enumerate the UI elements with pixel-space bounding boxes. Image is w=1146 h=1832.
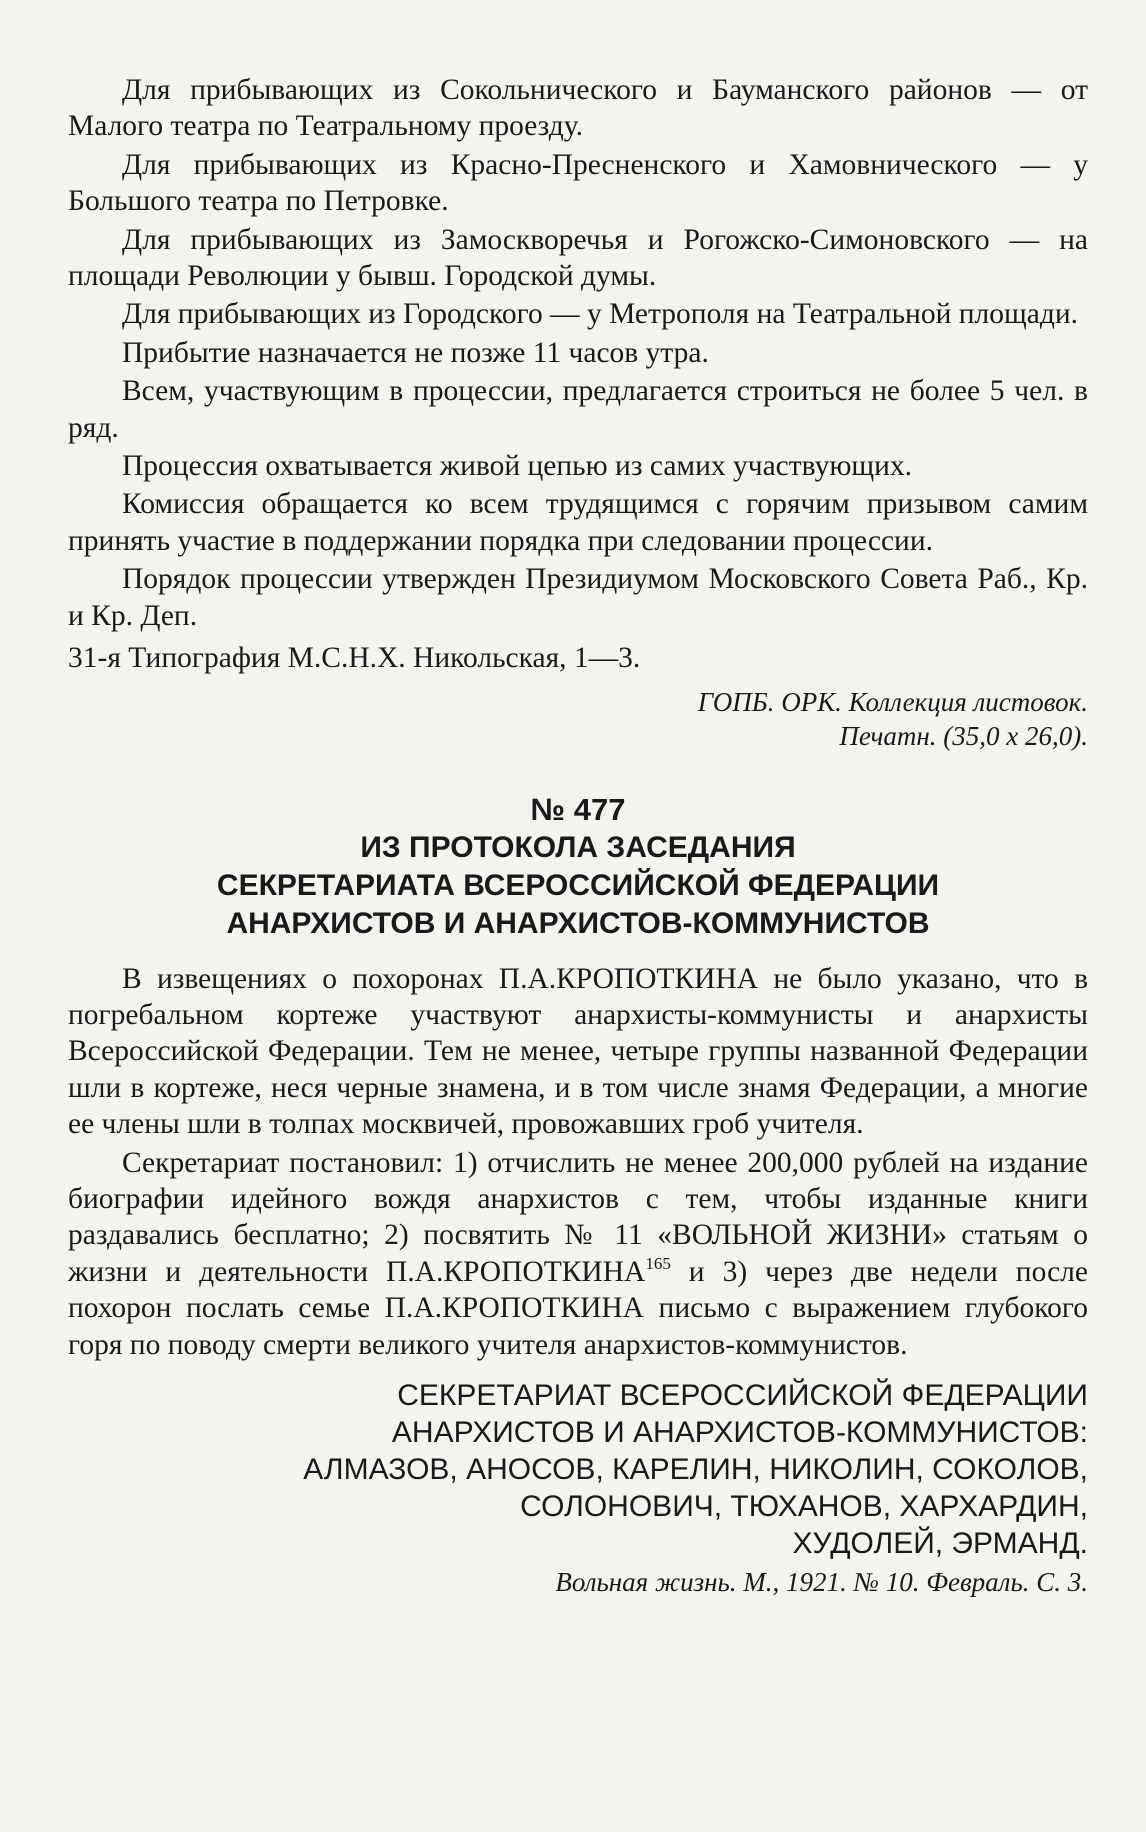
source-citation-1	[68, 685, 1088, 753]
title-line-1: ИЗ ПРОТОКОЛА ЗАСЕДАНИЯ	[360, 830, 796, 864]
document-number: № 477	[530, 791, 626, 827]
title-line-3: АНАРХИСТОВ И АНАРХИСТОВ-КОММУНИСТОВ	[226, 906, 930, 940]
footnote-ref: 165	[645, 1253, 671, 1273]
title-line-2: СЕКРЕТАРИАТА ВСЕРОССИЙСКОЙ ФЕДЕРАЦИИ	[216, 868, 940, 902]
signature-line-4: СОЛОНОВИЧ, ТЮХАНОВ, ХАРХАРДИН,	[520, 1489, 1088, 1523]
signature-line-3: АЛМАЗОВ, АНОСОВ, КАРЕЛИН, НИКОЛИН, СОКОЛОВ,	[303, 1452, 1088, 1486]
document-title	[68, 829, 1088, 943]
source-1-line-2: Печатн. (35,0 х 26,0).	[839, 720, 1088, 751]
printer-line: 31-я Типография М.С.Н.Х. Никольская, 1—3.	[68, 642, 641, 675]
paragraph-presnya: Для прибывающих из Красно-Пресненского и Хамовнического — у Большого театра по Петровке.	[68, 148, 1088, 218]
resolution-text-b: и 3) через две недели после похорон послать семье П.А.КРОПОТКИНА письмо с выражением глубокого горя по поводу смерти великого учителя анархистов-коммунистов.	[68, 1255, 1088, 1361]
paragraph-gorodskoy: Для прибывающих из Городского — у Метрополя на Театральной площади.	[122, 298, 1078, 331]
source-1-line-1: ГОПБ. ОРК. Коллекция листовок.	[697, 686, 1088, 717]
signature-block	[68, 1377, 1088, 1562]
paragraph-sokolniki: Для прибывающих из Сокольнического и Бауманского районов — от Малого театра по Театральному проезду.	[68, 74, 1088, 143]
source-citation-2: Вольная жизнь. М., 1921. № 10. Февраль. С. 3.	[555, 1566, 1088, 1597]
paragraph-approval: Порядок процессии утвержден Президиумом Московского Совета Раб., Кр. и Кр. Деп.	[68, 563, 1088, 632]
paragraph-zamoskvorechye: Для прибывающих из Замоскворечья и Рогожско-Симоновского — на площади Революции у бывш. Городской думы.	[68, 223, 1088, 293]
resolution-text-a: Секретариат постановил: 1) отчислить не менее 200,000 рублей на издание биографии идейного вождя анархистов с тем, чтобы изданные книги раздавались бесплатно; 2) посвятить № 11 «ВОЛЬНОЙ ЖИЗНИ» статьям о жизни и деятельности П.А.КРОПОТКИНА	[68, 1146, 1088, 1288]
paragraph-chain: Процессия охватывается живой цепью из самих участвующих.	[122, 450, 912, 483]
paragraph-appeal: Комиссия обращается ко всем трудящимся с горячим призывом самим принять участие в поддержании порядка при следовании процессии.	[68, 488, 1088, 557]
signature-line-1: СЕКРЕТАРИАТ ВСЕРОССИЙСКОЙ ФЕДЕРАЦИИ	[397, 1378, 1088, 1412]
signature-line-5: ХУДОЛЕЙ, ЭРМАНД.	[792, 1526, 1088, 1560]
paragraph-row-rule: Всем, участвующим в процессии, предлагается строиться не более 5 чел. в ряд.	[68, 375, 1088, 444]
paragraph-arrival-time: Прибытие назначается не позже 11 часов утра.	[122, 336, 709, 369]
paragraph-funeral-notice: В извещениях о похоронах П.А.КРОПОТКИНА не было указано, что в погребальном кортеже участвуют анархисты-коммунисты и анархисты Всероссийской Федерации. Тем не менее, четыре группы названной Федерации шли в кортеже, неся черные знамена, и в том числе знамя Федерации, а многие ее члены шли в толпах москвичей, провожавших гроб учителя.	[68, 962, 1088, 1141]
paragraph-resolution	[68, 1145, 1088, 1363]
signature-line-2: АНАРХИСТОВ И АНАРХИСТОВ-КОММУНИСТОВ:	[391, 1415, 1088, 1449]
page-content	[68, 72, 1088, 1598]
